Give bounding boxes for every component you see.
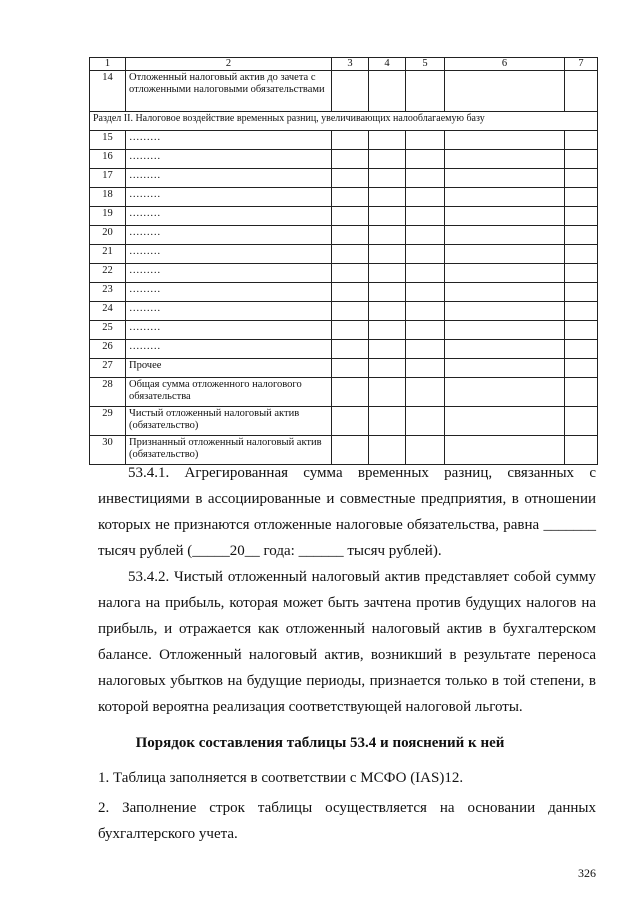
row-label: ………: [126, 282, 332, 301]
row-number: 14: [90, 70, 126, 111]
row-number: 28: [90, 377, 126, 406]
table-row: [90, 149, 598, 168]
table-row: [90, 70, 598, 111]
list-item: [98, 765, 596, 791]
header-cell: 5: [406, 58, 445, 71]
row-number: 16: [90, 149, 126, 168]
row-label: Чистый отложенный налоговый актив (обязательство): [126, 406, 332, 435]
row-label: ………: [126, 187, 332, 206]
header-cell: 4: [369, 58, 406, 71]
row-number: 18: [90, 187, 126, 206]
table-row: [90, 244, 598, 263]
table-row: [90, 282, 598, 301]
row-label: ………: [126, 168, 332, 187]
row-label: ………: [126, 301, 332, 320]
paragraph-text: 53.4.1. Агрегированная сумма временных разниц, связанных с инвестициями в ассоциированные и совместные предприятия, в отношении которых не признаются отложенные налоговые обязательства, равна _______ тысяч рублей (_____20__ года: ______ тысяч рублей).: [98, 465, 596, 559]
table-row: [90, 301, 598, 320]
row-label: ………: [126, 320, 332, 339]
row-label: ………: [126, 130, 332, 149]
list-item-text: 1. Таблица заполняется в соответствии с МСФО (IAS)12.: [98, 770, 464, 786]
row-number: 27: [90, 358, 126, 377]
row-label: ………: [126, 244, 332, 263]
header-cell: 2: [126, 58, 332, 71]
row-number: 29: [90, 406, 126, 435]
row-number: 30: [90, 435, 126, 464]
table-row: [90, 130, 598, 149]
table-row: [90, 168, 598, 187]
table-row: [90, 187, 598, 206]
table-header-row: [90, 58, 598, 71]
list-item-text: 2. Заполнение строк таблицы осуществляется на основании данных бухгалтерского учета.: [98, 800, 596, 842]
row-number: 17: [90, 168, 126, 187]
row-label: Признанный отложенный налоговый актив (обязательство): [126, 435, 332, 464]
row-label: Прочее: [126, 358, 332, 377]
row-label: Общая сумма отложенного налогового обязательства: [126, 377, 332, 406]
row-label: ………: [126, 263, 332, 282]
row-number: 25: [90, 320, 126, 339]
table-row: [90, 225, 598, 244]
table-row: [90, 263, 598, 282]
page-number: 326: [578, 866, 596, 880]
row-number: 15: [90, 130, 126, 149]
list-item: [98, 795, 596, 847]
table-row: [90, 406, 598, 435]
row-number: 21: [90, 244, 126, 263]
row-label: ………: [126, 149, 332, 168]
row-number: 20: [90, 225, 126, 244]
table-row: [90, 358, 598, 377]
table-row: [90, 339, 598, 358]
section-heading: Порядок составления таблицы 53.4 и пояснений к ней: [135, 735, 505, 751]
header-cell: 7: [565, 58, 598, 71]
header-cell: 6: [445, 58, 565, 71]
row-number: 23: [90, 282, 126, 301]
table-row: [90, 206, 598, 225]
paragraph-53-4-1: [98, 460, 596, 564]
header-cell: 3: [332, 58, 369, 71]
table-row: [90, 320, 598, 339]
row-number: 24: [90, 301, 126, 320]
row-number: 26: [90, 339, 126, 358]
paragraph-53-4-2: [98, 564, 596, 720]
header-cell: 1: [90, 58, 126, 71]
section-row: [90, 111, 598, 130]
row-number: 19: [90, 206, 126, 225]
deferred-tax-table: [89, 57, 598, 465]
section-title: Раздел II. Налоговое воздействие временных разниц, увеличивающих налооблагаемую базу: [90, 111, 598, 130]
paragraph-text: 53.4.2. Чистый отложенный налоговый актив представляет собой сумму налога на прибыль, которая может быть зачтена против будущих налогов на прибыль, и отражается как отложенный налоговый актив в бухгалтерском балансе. Отложенный налоговый актив, возникший в результате переноса налоговых убытков на будущие периоды, признается только в той степени, в которой вероятна реализация соответствующей налоговой льготы.: [98, 569, 596, 715]
row-label: ………: [126, 339, 332, 358]
row-label: ………: [126, 225, 332, 244]
row-number: 22: [90, 263, 126, 282]
row-label: Отложенный налоговый актив до зачета с отложенными налоговыми обязательствами: [126, 70, 332, 111]
row-label: ………: [126, 206, 332, 225]
table-row: [90, 377, 598, 406]
